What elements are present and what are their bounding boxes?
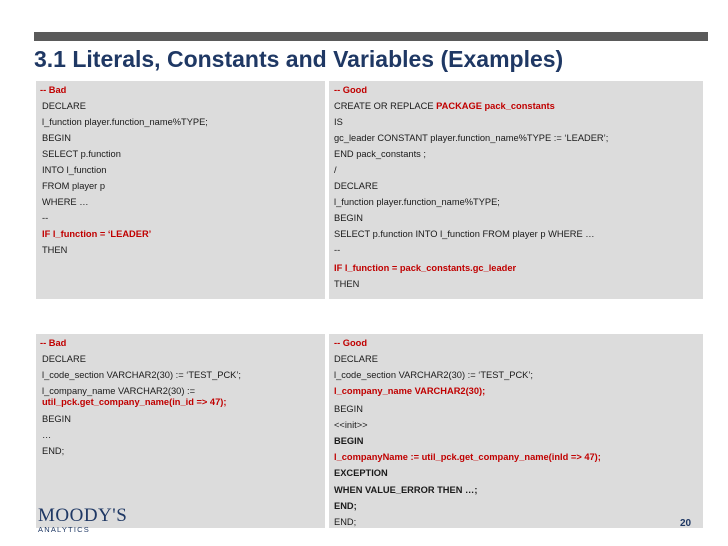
panel-heading: -- Bad [40, 338, 67, 348]
code-line: FROM player p [42, 181, 106, 191]
title-bar-decoration [34, 32, 708, 41]
code-line: l_function player.function_name%TYPE; [42, 117, 208, 127]
code-line: END; [42, 446, 65, 456]
code-line: / [334, 165, 337, 175]
code-text: CREATE OR REPLACE [334, 101, 437, 111]
code-line: END pack_constants ; [334, 149, 426, 159]
logo-subtitle: ANALYTICS [38, 525, 90, 534]
code-text-highlight: PACKAGE pack_constants [436, 101, 555, 111]
code-line: IS [334, 117, 343, 127]
panel-heading: -- Bad [40, 85, 67, 95]
code-panel-bad-literals [36, 81, 325, 299]
code-line: … [42, 430, 52, 440]
moodys-analytics-logo [38, 507, 127, 534]
panel-heading: -- Good [334, 338, 368, 348]
code-line: DECLARE [334, 181, 378, 191]
code-line: gc_leader CONSTANT player.function_name%TYPE := ‘LEADER’; [334, 133, 609, 143]
code-line: THEN [334, 279, 360, 289]
code-line: BEGIN [334, 404, 363, 414]
code-line: DECLARE [42, 101, 86, 111]
code-line: DECLARE [42, 354, 86, 364]
code-line: BEGIN [42, 133, 71, 143]
code-line [334, 101, 555, 112]
code-line: INTO l_function [42, 165, 107, 175]
code-line: l_code_section VARCHAR2(30) := ‘TEST_PCK’; [334, 370, 534, 380]
logo-wordmark: MOODY'S [38, 505, 128, 526]
code-line: l_function player.function_name%TYPE; [334, 197, 500, 207]
code-line: -- [42, 213, 49, 223]
panel-heading: -- Good [334, 85, 368, 95]
code-line: THEN [42, 245, 68, 255]
code-line: BEGIN [334, 436, 364, 446]
code-line: <<init>> [334, 420, 368, 430]
code-line-highlight: util_pck.get_company_name(in_id => 47); [42, 397, 227, 407]
code-line-highlight: IF l_function = ‘LEADER’ [42, 229, 152, 239]
code-panel-bad-initialization [36, 334, 325, 528]
code-line: END; [334, 517, 357, 527]
code-line: SELECT p.function INTO l_function FROM player p WHERE … [334, 229, 595, 239]
slide-title: 3.1 Literals, Constants and Variables (Examples) [34, 46, 564, 72]
code-line: BEGIN [42, 414, 71, 424]
code-panel-good-initialization [329, 334, 703, 528]
code-line: l_company_name VARCHAR2(30) := [42, 386, 196, 396]
code-line: BEGIN [334, 213, 363, 223]
code-line-highlight: IF l_function = pack_constants.gc_leader [334, 263, 517, 273]
code-line: END; [334, 501, 357, 511]
page-number: 20 [680, 518, 692, 529]
code-line-highlight: l_company_name VARCHAR2(30); [334, 386, 486, 396]
code-line: -- [334, 245, 341, 255]
code-line: WHEN VALUE_ERROR THEN …; [334, 485, 478, 495]
code-line: SELECT p.function [42, 149, 121, 159]
code-line: WHERE … [42, 197, 89, 207]
code-line: l_code_section VARCHAR2(30) := ‘TEST_PCK’; [42, 370, 242, 380]
code-line: EXCEPTION [334, 468, 388, 478]
code-panel-good-constants [329, 81, 703, 299]
code-line: DECLARE [334, 354, 378, 364]
code-line-highlight: l_companyName := util_pck.get_company_name(inId => 47); [334, 452, 601, 462]
